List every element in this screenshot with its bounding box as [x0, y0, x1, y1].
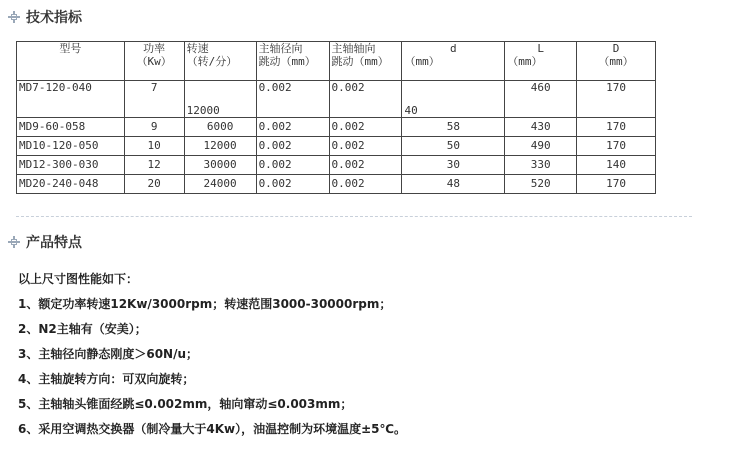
cell-L: 430: [505, 118, 577, 137]
cell-L: 330: [505, 156, 577, 175]
table-row: [17, 175, 656, 194]
cell-d: 40: [402, 81, 505, 118]
features-section-title: 产品特点: [26, 235, 82, 251]
cell-D: 170: [577, 137, 656, 156]
cell-radial-runout: 0.002: [256, 81, 329, 118]
cell-power: 10: [124, 137, 184, 156]
cell-model: MD10-120-050: [17, 137, 125, 156]
cell-model: MD12-300-030: [17, 156, 125, 175]
header-d: d （mm）: [402, 42, 505, 81]
cell-power: 7: [124, 81, 184, 118]
section-divider: [16, 216, 692, 217]
cell-axial-runout: 0.002: [329, 175, 402, 194]
table-header-row: [17, 42, 656, 81]
cell-L: 460: [505, 81, 577, 118]
cell-axial-runout: 0.002: [329, 118, 402, 137]
cell-axial-runout: 0.002: [329, 81, 402, 118]
header-L: L （mm）: [505, 42, 577, 81]
table-row: [17, 156, 656, 175]
feature-item: 6、采用空调热交换器（制冷量大于4Kw），油温控制为环境温度±5℃。: [18, 422, 407, 436]
table-row: [17, 81, 656, 118]
header-power: 功率 （Kw）: [124, 42, 184, 81]
cell-L: 490: [505, 137, 577, 156]
spec-table: [16, 41, 656, 194]
cell-D: 170: [577, 175, 656, 194]
cell-radial-runout: 0.002: [256, 137, 329, 156]
feature-item: 1、额定功率转速12Kw/3000rpm；转速范围3000-30000rpm；: [18, 297, 392, 311]
features-list: [18, 271, 406, 446]
cell-D: 170: [577, 81, 656, 118]
cell-radial-runout: 0.002: [256, 118, 329, 137]
table-row: [17, 137, 656, 156]
cell-power: 20: [124, 175, 184, 194]
cell-d: 58: [402, 118, 505, 137]
cell-d: 50: [402, 137, 505, 156]
cell-power: 9: [124, 118, 184, 137]
cell-radial-runout: 0.002: [256, 175, 329, 194]
header-axial-runout: 主轴轴向 跳动（mm）: [329, 42, 402, 81]
cell-d: 30: [402, 156, 505, 175]
features-intro: 以上尺寸图性能如下：: [18, 272, 139, 286]
feature-item: 3、主轴径向静态刚度＞60N/u；: [18, 347, 199, 361]
feature-item: 4、主轴旋转方向：可双向旋转；: [18, 372, 195, 386]
feature-item: 5、主轴轴头锥面经跳≤0.002mm，轴向窜动≤0.003mm；: [18, 397, 353, 411]
cell-L: 520: [505, 175, 577, 194]
cell-axial-runout: 0.002: [329, 156, 402, 175]
cell-model: MD20-240-048: [17, 175, 125, 194]
cell-speed: 12000: [184, 81, 256, 118]
features-section-header: [8, 231, 82, 253]
cell-radial-runout: 0.002: [256, 156, 329, 175]
header-radial-runout: 主轴径向 跳动（mm）: [256, 42, 329, 81]
header-model: 型号: [17, 42, 125, 81]
spec-section-title: 技术指标: [26, 10, 82, 26]
cell-speed: 30000: [184, 156, 256, 175]
cross-bullet-icon: [8, 236, 20, 248]
header-D: D （mm）: [577, 42, 656, 81]
cell-speed: 12000: [184, 137, 256, 156]
cell-speed: 6000: [184, 118, 256, 137]
cell-D: 170: [577, 118, 656, 137]
cell-model: MD9-60-058: [17, 118, 125, 137]
table-row: [17, 118, 656, 137]
cell-axial-runout: 0.002: [329, 137, 402, 156]
cell-power: 12: [124, 156, 184, 175]
cross-bullet-icon: [8, 11, 20, 23]
feature-item: 2、N2主轴有（安美）；: [18, 322, 147, 336]
cell-speed: 24000: [184, 175, 256, 194]
cell-d: 48: [402, 175, 505, 194]
cell-model: MD7-120-040: [17, 81, 125, 118]
header-speed: 转速 （转/分）: [184, 42, 256, 81]
spec-section-header: [8, 6, 82, 28]
cell-D: 140: [577, 156, 656, 175]
